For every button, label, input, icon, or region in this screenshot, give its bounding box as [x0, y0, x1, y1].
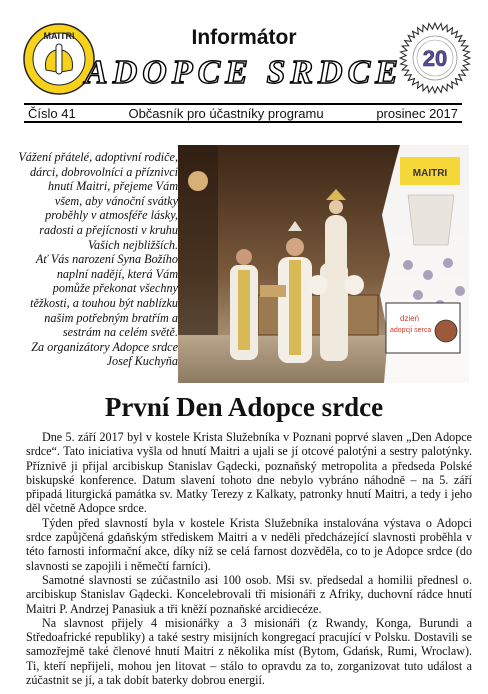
issue-info-bar — [24, 103, 462, 123]
newsletter-title: ADOPCE SRDCE — [85, 54, 403, 91]
article-paragraph-4: Na slavnost přijely 4 misionářky a 3 misionáři (z Rwandy, Konga, Burundi a Středoafrické republiky) a také sestry misijních kongregací pracující v Polsku. Dostavili se samozřejmě také členové hnutí Maitri z několika míst (Bytom, Gdańsk, Rumi, Wroclaw). Ti, kteří nepřijeli, mohou jen litovat – stálo to opravdu za to, zorganizovat tuto událost a zúčastnit se jí, a tak dobít baterky dobrou energií. — [26, 615, 472, 688]
issue-subtitle: Občasník pro účastníky programu — [128, 105, 324, 121]
article-paragraph-3: Samotné slavnosti se zúčastnilo asi 100 osob. Mši sv. předsedal a homilii přednesl o. arcibiskup Stanislav Gądecki. Koncelebrovali tři misionáři z Afriky, duchovní rádce hnutí Maitri P. Andrzej Panasiuk a tři kněží poznaňské arcidiecéze. — [26, 572, 472, 616]
logo-text: MAITRI — [43, 31, 75, 41]
poster-text-line-1: dzień — [400, 314, 420, 323]
church-photo — [178, 145, 469, 383]
article-paragraph-2: Týden před slavností byla v kostele Krista Služebníka instalována výstava o Adopci srdce zapůjčená gdaňským střediskem Maitri a v neděli předcházející slavnosti proběhla v této farnosti informační akce, díky níž se celá farnost dozvěděla, co to je Adopce srdce (do slavnosti se zapojili i němečtí farníci). — [26, 515, 472, 573]
photo-banner-text: MAITRI — [412, 168, 448, 179]
issue-number: Číslo 41 — [28, 105, 76, 121]
poster-text-line-2: adopcji serca — [390, 327, 432, 334]
badge-number: 20 — [422, 46, 448, 71]
greeting-signature-org: Za organizátory Adopce srdce — [31, 339, 178, 354]
greeting-paragraph-1: Vážení přátelé, adoptivní rodiče, dárci, dobrovolníci a příznivci hnutí Maitri, přejeme Vám všem, aby vánoční svátky proběhly v atmosféře lásky, radosti a přejícnosti v kruhu Vašich nejbližších. — [18, 150, 178, 252]
issue-date: prosinec 2017 — [376, 105, 458, 121]
christmas-greeting — [18, 150, 178, 369]
greeting-paragraph-2: Ať Vás narození Syna Božího naplní nadějí, která Vám pomůže překonat všechny těžkosti, a touhou být nablízku našim potřebným bratřím a sestrám na celém světě. — [30, 252, 178, 340]
article-body — [26, 430, 472, 687]
article-headline: První Den Adopce srdce — [104, 392, 384, 422]
greeting-signature-name: Josef Kuchyňa — [106, 354, 178, 369]
article-paragraph-1: Dne 5. září 2017 byl v kostele Krista Služebníka v Poznani poprvé slaven „Den Adopce srdce“. Tato iniciativa vyšla od hnutí Maitri a ujali se jí otcové palotýni a sestry palotýnky. Příznivě ji přijal arcibiskup Stanislav Gądecki, poznaňský metropolita a předseda Polské biskupské konference. Datum slavení tohoto dne nebylo vybráno náhodně – na 5. září připadá liturgická památka sv. Matky Terezy z Kalkaty, patronky hnutí Maitri, a tedy i jeho děl včetně Adopce srdce. — [26, 430, 472, 516]
newsletter-name: Informátor — [191, 26, 297, 49]
